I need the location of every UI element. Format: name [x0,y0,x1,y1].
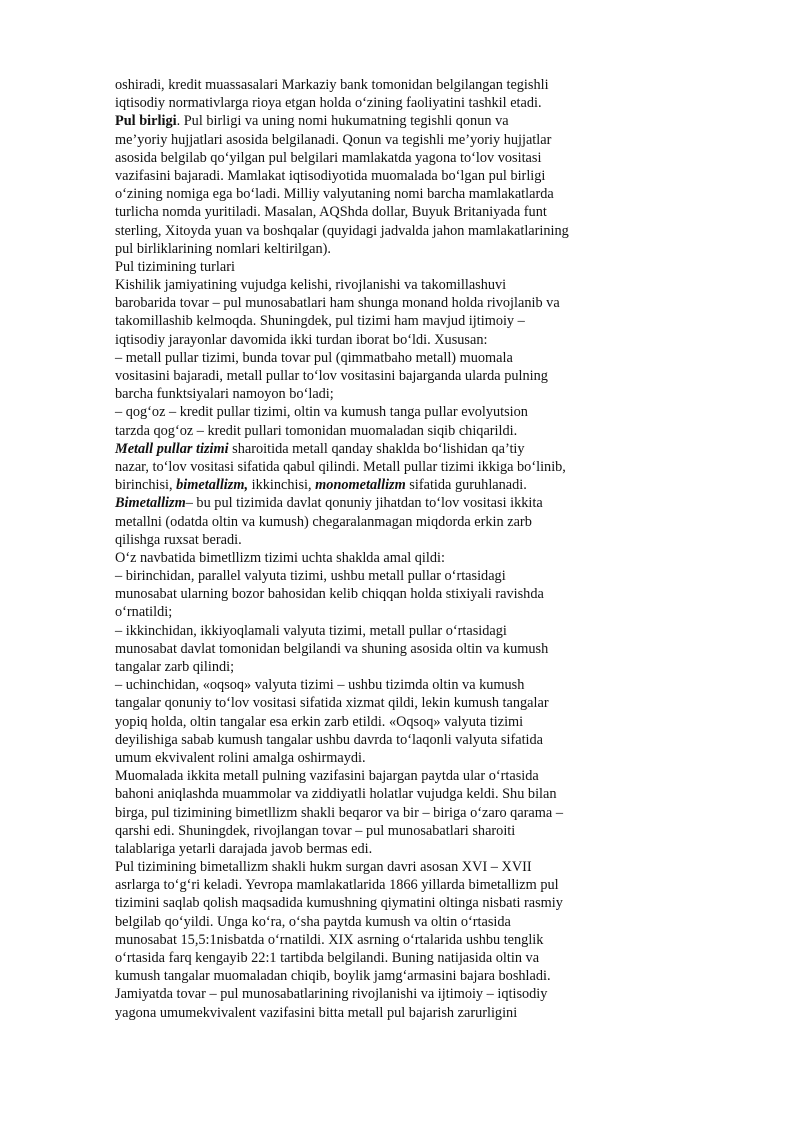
text-line [115,785,635,803]
text-run: deyilishiga sabab kumush tangalar ushbu davrda toʻlaqonli valyuta sifatida [115,731,544,748]
text-run: iqtisodiy jarayonlar davomida ikki turdan iborat boʻldi. Xususan: [115,331,488,348]
emphasized-term: Metall pullar tizimi [115,440,229,457]
text-run: munosabat davlat tomonidan belgilandi va shuning asosida oltin va kumush [115,640,549,657]
text-run: birga, pul tizimining bimetllizm shakli beqaror va bir – biriga oʻzaro qarama – [115,804,563,821]
text-line [115,294,635,312]
text-line [115,531,635,549]
text-run: Pul tizimining bimetallizm shakli hukm surgan davri asosan XVI – XVII [115,859,532,876]
text-line [115,112,635,130]
text-line [115,440,635,458]
text-run: talablariga yetarli darajada javob bermas edi. [115,840,373,857]
text-run: tangalar zarb qilindi; [115,659,235,675]
text-run: bahoni aniqlashda muammolar va ziddiyatli holatlar vujudga keldi. Shu bilan [115,786,557,803]
text-line [115,549,635,567]
text-line [115,367,635,385]
text-run: barobarida tovar – pul munosabatlari ham shunga monand holda rivojlanib va [115,295,560,312]
text-run: asrlarga toʻgʻri keladi. Yevropa mamlakatlarida 1866 yillarda bimetallizm pul [115,877,559,894]
text-line [115,804,635,822]
text-line [115,149,635,167]
text-run: tangalar qonuniy toʻlov vositasi sifatida xizmat qildi, lekin kumush tangalar [115,695,549,712]
text-line [115,1004,635,1022]
text-run: iqtisodiy normativlarga rioya etgan holda oʻzining faoliyatini tashkil etadi. [115,95,542,112]
text-run: – ikkinchidan, ikkiyoqlamali valyuta tizimi, metall pullar oʻrtasidagi [115,622,507,639]
text-line [115,585,635,603]
text-run: nazar, toʻlov vositasi sifatida qabul qilindi. Metall pullar tizimi ikkiga boʻlinib, [115,458,566,475]
text-line [115,640,635,658]
emphasized-term: bimetallizm, [176,477,249,494]
text-run: turlicha nomda yuritiladi. Masalan, AQShda dollar, Buyuk Britaniyada funt [115,204,547,221]
text-run: Muomalada ikkita metall pulning vazifasini bajargan paytda ular oʻrtasida [115,768,539,785]
text-line [115,822,635,840]
document-page [115,76,635,1022]
text-line [115,840,635,858]
text-run: – birinchidan, parallel valyuta tizimi, ushbu metall pullar oʻrtasidagi [115,568,506,585]
text-line [115,658,635,676]
emphasized-term: Bimetallizm [115,495,186,512]
text-run: oʻrtasida farq kengayib 22:1 tartibda belgilandi. Buning natijasida oltin va [115,950,540,966]
text-line [115,185,635,203]
text-line [115,676,635,694]
text-line [115,349,635,367]
text-line [115,767,635,785]
text-line [115,494,635,512]
text-line [115,513,635,531]
emphasized-term: Pul birligi [115,113,177,130]
text-line [115,385,635,403]
text-line [115,913,635,931]
text-line [115,458,635,476]
text-run: tizimini saqlab qolish maqsadida kumushning qiymatini oltinga nisbati rasmiy [115,895,563,912]
text-run: – uchinchidan, «oqsoq» valyuta tizimi – ushbu tizimda oltin va kumush [115,677,525,694]
text-line [115,312,635,330]
text-run: takomillashib kelmoqda. Shuningdek, pul tizimi ham mavjud ijtimoiy – [115,313,525,330]
text-line [115,567,635,585]
text-run: sterling, Xitoyda yuan va boshqalar (quyidagi jadvalda jahon mamlakatlarining [115,222,569,239]
text-line [115,931,635,949]
text-run: vositasini bajaradi, metall pullar toʻlov vositasini bajarganda ularda pulning [115,368,548,384]
emphasized-term: monometallizm [315,477,406,494]
text-line [115,76,635,94]
text-run: umum ekvivalent rolini amalga oshirmaydi. [115,749,366,766]
text-run: birinchisi, [115,477,177,494]
text-run: metallni (odatda oltin va kumush) chegaralanmagan miqdorda erkin zarb [115,513,532,530]
text-line [115,203,635,221]
text-run: oshiradi, kredit muassasalari Markaziy bank tomonidan belgilangan tegishli [115,77,549,93]
text-line [115,713,635,731]
text-run: yagona umumekvivalent vazifasini bitta metall pul bajarish zarurligini [115,1004,518,1021]
text-line [115,694,635,712]
text-line [115,403,635,421]
text-line [115,276,635,294]
text-line [115,331,635,349]
text-run: Kishilik jamiyatining vujudga kelishi, rivojlanishi va takomillashuvi [115,277,507,294]
text-run: – qogʻoz – kredit pullar tizimi, oltin va kumush tanga pullar evolyutsion [115,404,528,421]
text-run: ikkinchisi, [248,477,316,494]
text-run: . Pul birligi va uning nomi hukumatning tegishli qonun va [176,113,509,130]
text-run: kumush tangalar muomaladan chiqib, boylik jamgʻarmasini bajara boshladi. [115,968,551,985]
text-run: Jamiyatda tovar – pul munosabatlarining rivojlanishi va ijtimoiy – iqtisodiy [115,986,548,1003]
text-run: munosabat ularning bozor bahosidan kelib chiqqan holda stixiyali ravishda [115,586,544,603]
text-run: – bu pul tizimida davlat qonuniy jihatdan toʻlov vositasi ikkita [185,495,543,512]
text-run: munosabat 15,5:1nisbatda oʻrnatildi. XIX asrning oʻrtalarida ushbu tenglik [115,931,544,948]
text-run: oʻzining nomiga ega boʻladi. Milliy valyutaning nomi barcha mamlakatlarda [115,186,554,203]
text-run: pul birliklarining nomlari keltirilgan). [115,240,331,257]
text-line [115,858,635,876]
text-run: yopiq holda, oltin tangalar esa erkin zarb etildi. «Oqsoq» valyuta tizimi [115,713,524,730]
text-line [115,985,635,1003]
text-line [115,967,635,985]
text-run: qilishga ruxsat beradi. [115,531,242,548]
text-run: sifatida guruhlanadi. [405,477,527,494]
text-line [115,749,635,767]
text-line [115,167,635,185]
text-line [115,603,635,621]
text-run: barcha funktsiyalari namoyon boʻladi; [115,386,334,403]
text-run: sharoitida metall qanday shaklda boʻlishidan qa’tiy [228,440,525,457]
text-run: me’yoriy hujjatlari asosida belgilanadi. Qonun va tegishli me’yoriy hujjatlar [115,131,552,148]
text-run: – metall pullar tizimi, bunda tovar pul (qimmatbaho metall) muomala [115,349,513,366]
text-run: Oʻz navbatida bimetllizm tizimi uchta shaklda amal qildi: [115,549,445,566]
text-run: vazifasini bajaradi. Mamlakat iqtisodiyotida muomalada boʻlgan pul birligi [115,167,546,184]
text-line [115,876,635,894]
text-line [115,422,635,440]
text-line [115,222,635,240]
text-line [115,240,635,258]
text-line [115,94,635,112]
text-line [115,894,635,912]
text-run: tarzda qogʻoz – kredit pullari tomonidan muomaladan siqib chiqarildi. [115,422,518,439]
text-run: belgilab qoʻyildi. Unga koʻra, oʻsha paytda kumush va oltin oʻrtasida [115,913,511,930]
text-run: oʻrnatildi; [115,604,173,621]
text-line [115,731,635,749]
text-line [115,258,635,276]
text-line [115,622,635,640]
text-line [115,476,635,494]
text-line [115,131,635,149]
text-line [115,949,635,967]
text-run: asosida belgilab qoʻyilgan pul belgilari mamlakatda yagona toʻlov vositasi [115,149,542,166]
text-run: Pul tizimining turlari [115,258,235,275]
text-run: qarshi edi. Shuningdek, rivojlangan tovar – pul munosabatlari sharoiti [115,822,516,839]
